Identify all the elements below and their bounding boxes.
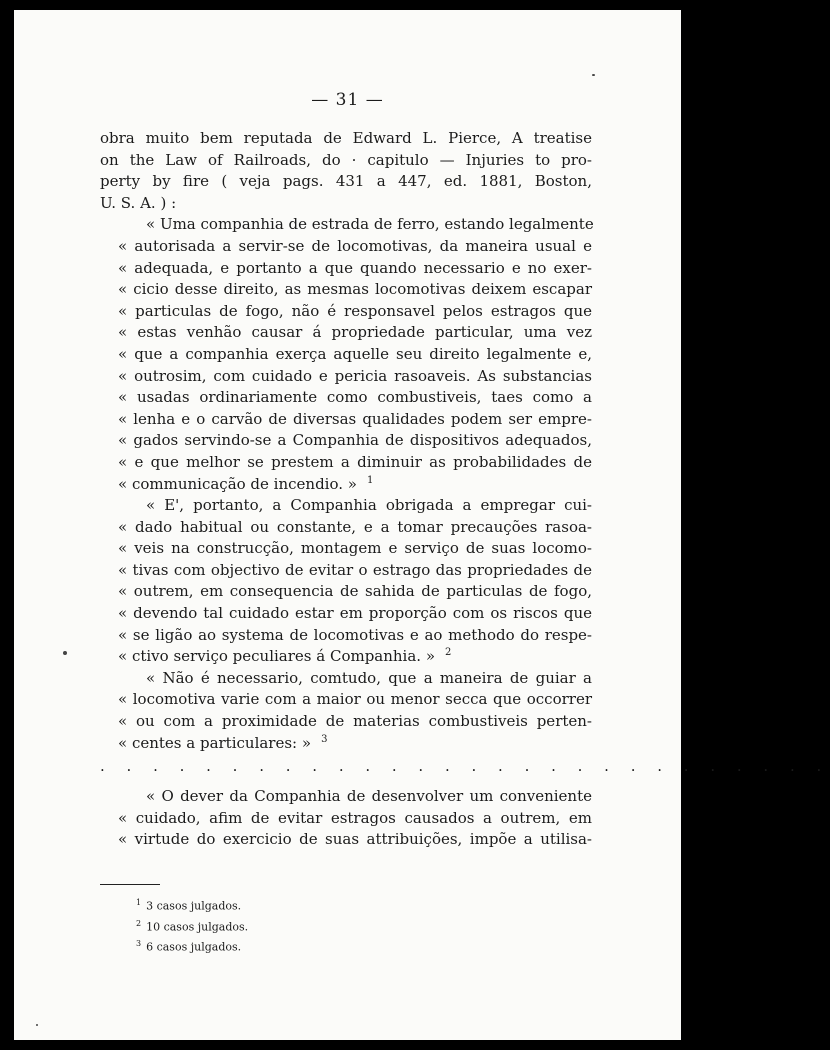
footnote-mark: 2 [136,918,142,928]
text-line: « locomotiva varie com a maior ou menor secca que occorrer [118,690,592,709]
text-line: « virtude do exercicio de suas attribuições, impõe a utilisa- [118,830,592,849]
footnote-mark: 3 [136,939,142,949]
footnote-reference: 3 [321,733,328,745]
text-line [100,474,592,496]
line-text: « centes a particulares: » [118,733,312,752]
scan-speck [36,1024,38,1026]
text-line [100,646,592,668]
footnotes [136,894,248,956]
text-line: perty by fire ( veja pags. 431 a 447, ed. 1881, Boston, [100,172,592,191]
text-line: « O dever da Companhia de desenvolver um conveniente [146,787,592,806]
footnote-item [136,915,248,936]
page-number: — 31 — [311,90,384,110]
footnote-text: 6 casos julgados. [146,940,242,954]
text-line: « adequada, e portanto a que quando necessario e no exer- [118,258,592,277]
text-line: « se ligão ao systema de locomotivas e ao methodo do respe- [118,625,592,644]
quote-paragraph-3 [100,668,592,754]
footnote-mark: 1 [136,898,142,907]
text-line: obra muito bem reputada de Edward L. Pierce, A treatise [100,129,592,147]
line-text: « ctivo serviço peculiares á Companhia. » [118,647,436,666]
intro-paragraph [100,128,592,214]
text-line: « gados servindo-se a Companhia de dispositivos adequados, [118,431,592,450]
text-line: « particulas de fogo, não é responsavel pelos estragos que [118,301,592,320]
scan-speck [63,651,67,655]
quote-paragraph-1 [100,214,592,495]
spacer [100,778,592,786]
footnote-item [136,935,248,956]
text-line: « tivas com objectivo de evitar o estrago das propriedades de [118,560,592,579]
text-line: « ou com a proximidade de materias combustiveis perten- [118,712,592,731]
page-body [100,128,830,851]
text-line: « Uma companhia de estrada de ferro, estando legalmente [146,215,594,234]
text-line: « usadas ordinariamente como combustiveis, taes como a [118,388,592,407]
ellipsis-row: . . . . . . . . . . . . . . . . . . . . . . . . . . . . [100,757,830,776]
text-line: « autorisada a servir-se de locomotivas, da maneira usual e [118,236,592,255]
text-line: « cuidado, afim de evitar estragos causados a outrem, em [118,808,592,827]
text-line: « estas venhão causar á propriedade particular, uma vez [118,323,592,342]
text-line: « devendo tal cuidado estar em proporção com os riscos que [118,604,592,623]
text-line: on the Law of Railroads, do · capitulo — Injuries to pro- [100,150,592,169]
text-line: « veis na construcção, montagem e serviço de suas locomo- [118,539,592,558]
footnote-reference: 1 [366,474,374,486]
quote-paragraph-4 [100,786,592,851]
footnote-text: 3 casos julgados. [146,899,242,913]
text-line: « outrem, em consequencia de sahida de particulas de fogo, [118,582,592,601]
text-line: « outrosim, com cuidado e pericia rasoaveis. As substancias [118,366,592,385]
quote-paragraph-2 [100,495,592,668]
text-line: « Não é necessario, comtudo, que a maneira de guiar a [146,668,592,687]
text-line [100,733,592,755]
text-line: U. S. A. ) : [100,193,177,212]
text-line: « que a companhia exerça aquelle seu direito legalmente e, [118,344,592,363]
footnote-rule [100,884,160,885]
line-text: « communicação de incendio. » [118,474,357,493]
scanned-page [14,10,830,1040]
footnote-item [136,894,248,915]
text-line: « dado habitual ou constante, e a tomar precauções rasoa- [118,517,592,536]
text-line: « cicio desse direito, as mesmas locomotivas deixem escapar [118,280,592,299]
scan-speck [592,74,595,76]
text-line: « lenha e o carvão de diversas qualidades podem ser empre- [118,409,592,428]
footnote-reference: 2 [445,647,452,659]
text-line: « E', portanto, a Companhia obrigada a empregar cui- [146,496,592,515]
footnote-text: 10 casos julgados. [146,920,249,934]
text-line: « e que melhor se prestem a diminuir as probabilidades de [118,452,592,471]
